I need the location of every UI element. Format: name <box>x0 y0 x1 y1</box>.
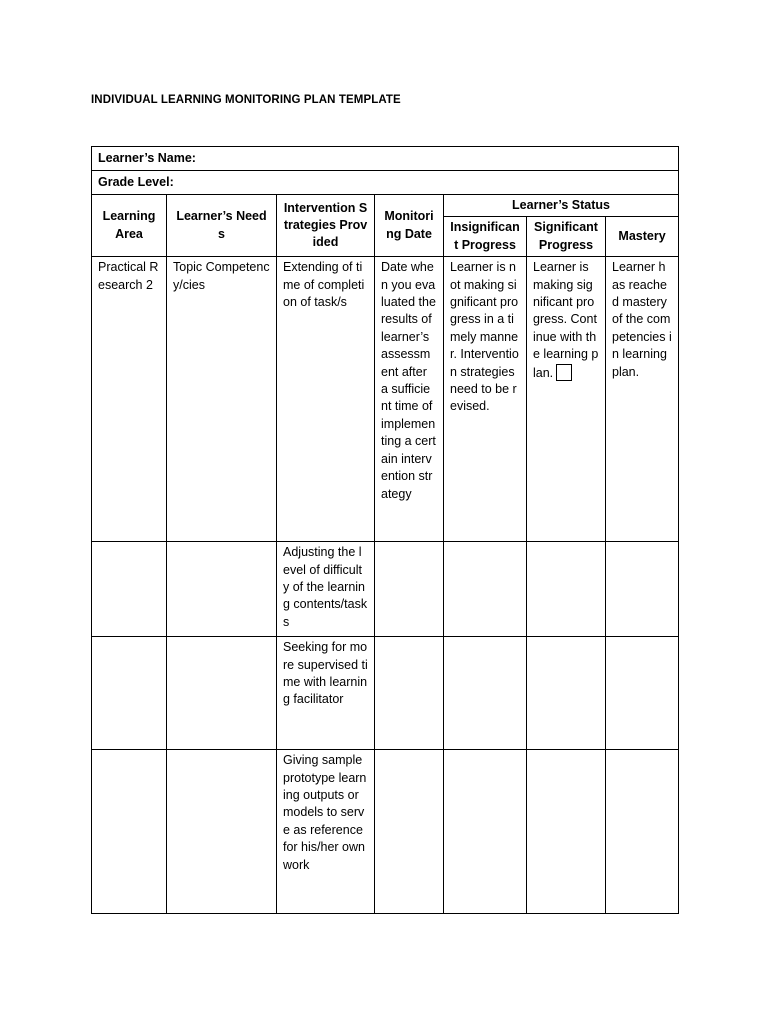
cell-learning-area <box>92 542 167 637</box>
checkbox[interactable] <box>556 364 572 381</box>
header-learners-status: Learner’s Status <box>444 195 679 217</box>
cell-mastery: Learner has reached mastery of the competencies in learning plan. <box>606 257 679 542</box>
cell-mastery <box>606 542 679 637</box>
cell-significant-progress <box>527 257 606 542</box>
header-monitoring-date: Monitoring Date <box>375 195 444 257</box>
cell-learning-area <box>92 750 167 914</box>
cell-learning-area <box>92 637 167 750</box>
header-mastery: Mastery <box>606 217 679 257</box>
cell-insignificant-progress: Learner is not making significant progress in a timely manner. Intervention strategies need to be revised. <box>444 257 527 542</box>
header-insignificant-progress: Insignificant Progress <box>444 217 527 257</box>
grade-level-label: Grade Level: <box>92 171 679 195</box>
cell-significant-progress <box>527 637 606 750</box>
cell-learning-area: Practical Research 2 <box>92 257 167 542</box>
header-learning-area: Learning Area <box>92 195 167 257</box>
cell-insignificant-progress <box>444 637 527 750</box>
header-row <box>92 195 679 217</box>
document-title: INDIVIDUAL LEARNING MONITORING PLAN TEMPLATE <box>91 94 401 106</box>
cell-learners-needs <box>167 750 277 914</box>
learner-name-row <box>92 147 679 171</box>
cell-monitoring-date <box>375 750 444 914</box>
table-row <box>92 750 679 914</box>
table-row <box>92 637 679 750</box>
cell-mastery <box>606 637 679 750</box>
cell-learners-needs <box>167 637 277 750</box>
monitoring-plan-table <box>91 146 679 914</box>
learner-name-label: Learner’s Name: <box>92 147 679 171</box>
cell-intervention: Giving sample prototype learning outputs or models to serve as reference for his/her own work <box>277 750 375 914</box>
cell-intervention: Seeking for more supervised time with learning facilitator <box>277 637 375 750</box>
cell-monitoring-date <box>375 637 444 750</box>
grade-level-row <box>92 171 679 195</box>
cell-mastery <box>606 750 679 914</box>
header-significant-progress: Significant Progress <box>527 217 606 257</box>
cell-insignificant-progress <box>444 542 527 637</box>
cell-monitoring-date: Date when you evaluated the results of learner’s assessment after a sufficient time of implementing a certain intervention strategy <box>375 257 444 542</box>
cell-learners-needs <box>167 542 277 637</box>
cell-learners-needs: Topic Competency/cies <box>167 257 277 542</box>
significant-progress-text: Learner is making significant progress. Continue with the learning plan. <box>533 260 599 380</box>
header-intervention: Intervention Strategies Provided <box>277 195 375 257</box>
cell-significant-progress <box>527 750 606 914</box>
cell-intervention: Adjusting the level of difficulty of the learning contents/tasks <box>277 542 375 637</box>
table-row <box>92 257 679 542</box>
cell-monitoring-date <box>375 542 444 637</box>
cell-intervention: Extending of time of completion of task/s <box>277 257 375 542</box>
table-row <box>92 542 679 637</box>
cell-insignificant-progress <box>444 750 527 914</box>
cell-significant-progress <box>527 542 606 637</box>
header-learners-needs: Learner’s Needs <box>167 195 277 257</box>
